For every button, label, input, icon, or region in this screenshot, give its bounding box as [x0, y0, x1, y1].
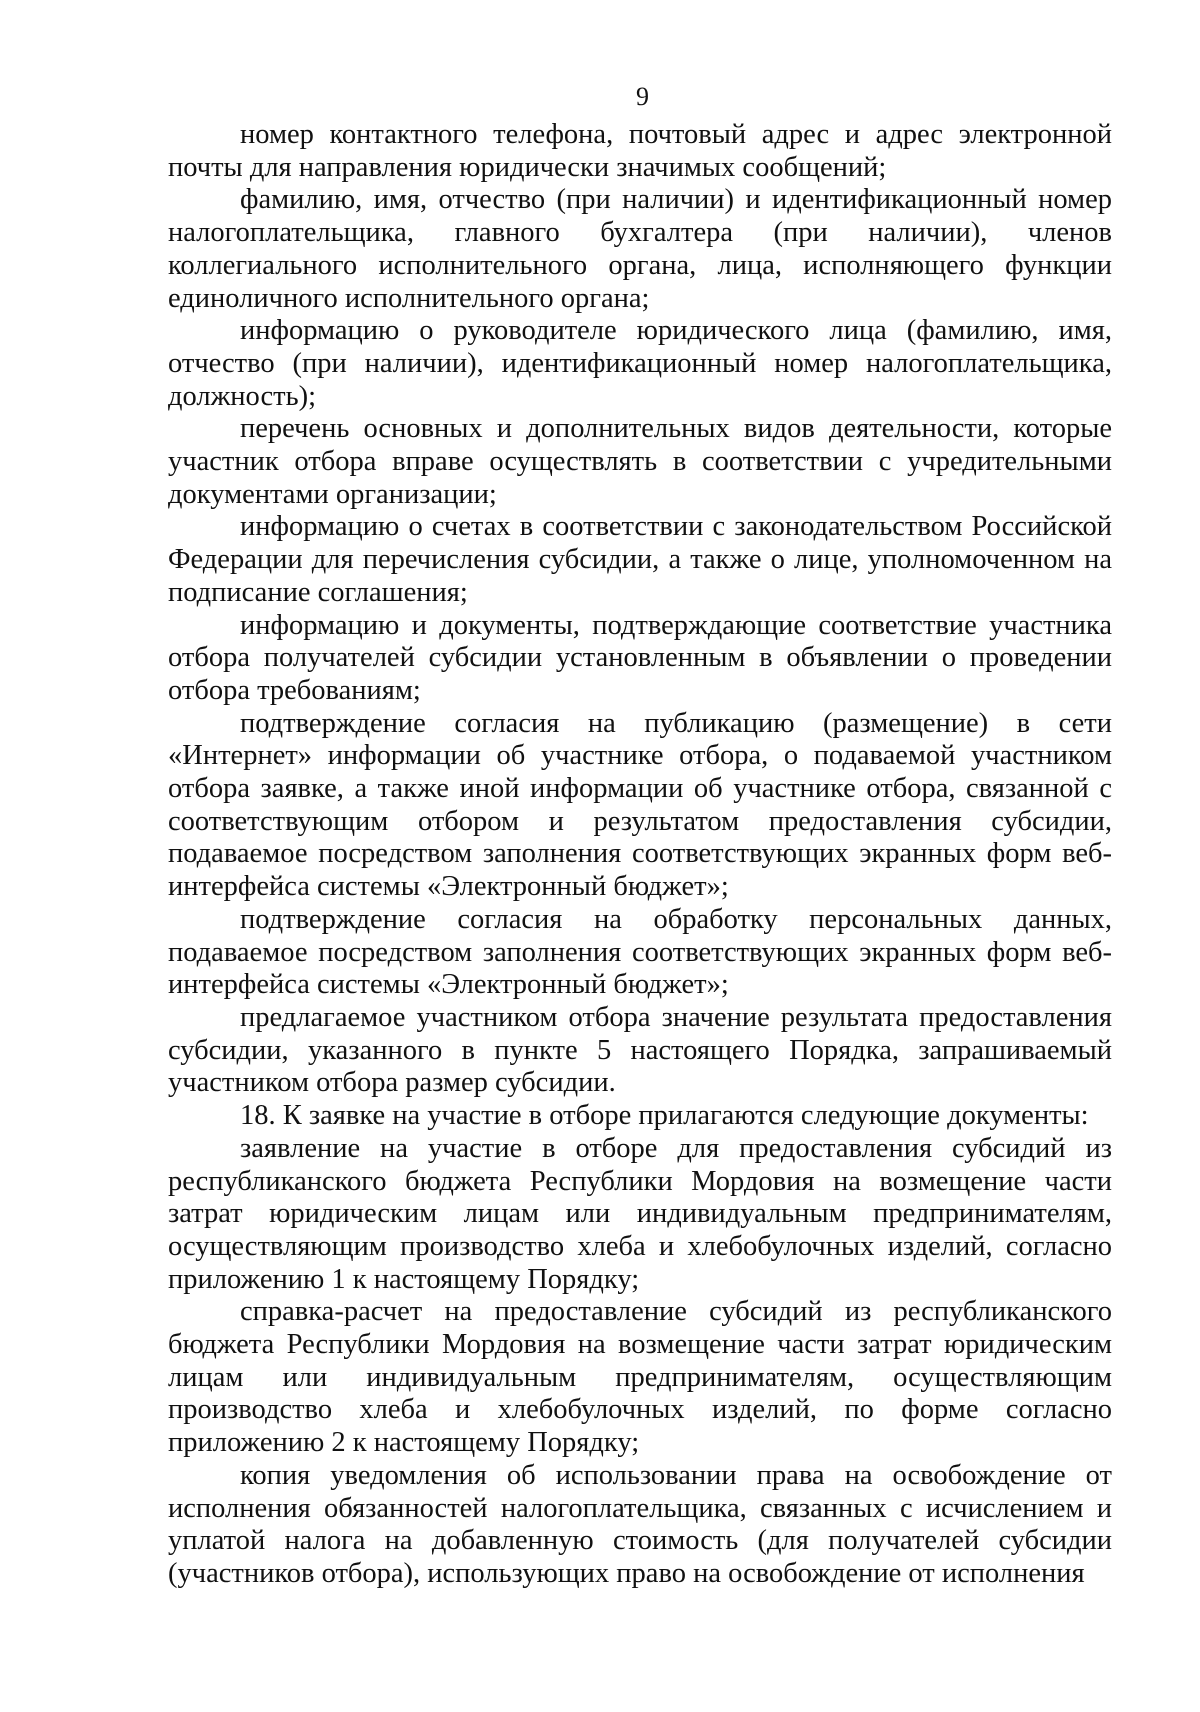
paragraph-application-statement: заявление на участие в отборе для предоставления субсидий из республиканского бюджета Республики Мордовия на возмещение части затрат юридическим лицам или индивидуальным предпринимателям, осуществляющим производство хлеба и хлебобулочных изделий, согласно приложению 1 к настоящему Порядку; [168, 1132, 1112, 1295]
paragraph-head-info: информацию о руководителе юридического лица (фамилию, имя, отчество (при наличии), идентификационный номер налогоплательщика, должность); [168, 315, 1112, 412]
paragraph-names-inn: фамилию, имя, отчество (при наличии) и идентификационный номер налогоплательщика, главного бухгалтера (при наличии), членов коллегиального исполнительного органа, лица, исполняющего функции единоличного исполнительного органа; [168, 184, 1112, 314]
clause-text: К заявке на участие в отборе прилагаются следующие документы: [282, 1100, 1089, 1132]
paragraph-proposed-result: предлагаемое участником отбора значение результата предоставления субсидии, указанного в пункте 5 настоящего Порядка, запрашиваемый участником отбора размер субсидии. [168, 1001, 1112, 1099]
clause-number: 18. [240, 1100, 276, 1132]
paragraph-calculation-certificate: справка-расчет на предоставление субсидий из республиканского бюджета Республики Мордовия на возмещение части затрат юридическим лицам или индивидуальным предпринимателям, осуществляющим производство хлеба и хлебобулочных изделий, по форме согласно приложению 2 к настоящему Порядку; [168, 1296, 1112, 1459]
paragraph-accounts: информацию о счетах в соответствии с законодательством Российской Федерации для перечисления субсидии, а также о лице, уполномоченном на подписание соглашения; [168, 511, 1112, 608]
paragraph-contact-info: номер контактного телефона, почтовый адрес и адрес электронной почты для направления юридически значимых сообщений; [168, 119, 1112, 183]
clause-18 [168, 1100, 1112, 1133]
paragraph-publication-consent: подтверждение согласия на публикацию (размещение) в сети «Интернет» информации об участнике отбора, о подаваемой участником отбора заявке, а также иной информации об участнике отбора, связанной с соответствующим отбором и результатом предоставления субсидии, подаваемое посредством заполнения соответствующих экранных форм веб-интерфейса системы «Электронный бюджет»; [168, 707, 1112, 903]
paragraph-compliance-docs: информацию и документы, подтверждающие соответствие участника отбора получателей субсидии установленным в объявлении о проведении отбора требованиям; [168, 609, 1112, 706]
document-body [168, 119, 1112, 1591]
paragraph-activities: перечень основных и дополнительных видов деятельности, которые участник отбора вправе осуществлять в соответствии с учредительными документами организации; [168, 413, 1112, 510]
paragraph-personal-data-consent: подтверждение согласия на обработку персональных данных, подаваемое посредством заполнения соответствующих экранных форм веб-интерфейса системы «Электронный бюджет»; [168, 903, 1112, 1001]
paragraph-vat-notice-copy: копия уведомления об использовании права на освобождение от исполнения обязанностей налогоплательщика, связанных с исчислением и уплатой налога на добавленную стоимость (для получателей субсидии (участников отбора), использующих право на освобождение от исполнения [168, 1459, 1112, 1589]
page-number: 9 [636, 82, 649, 111]
